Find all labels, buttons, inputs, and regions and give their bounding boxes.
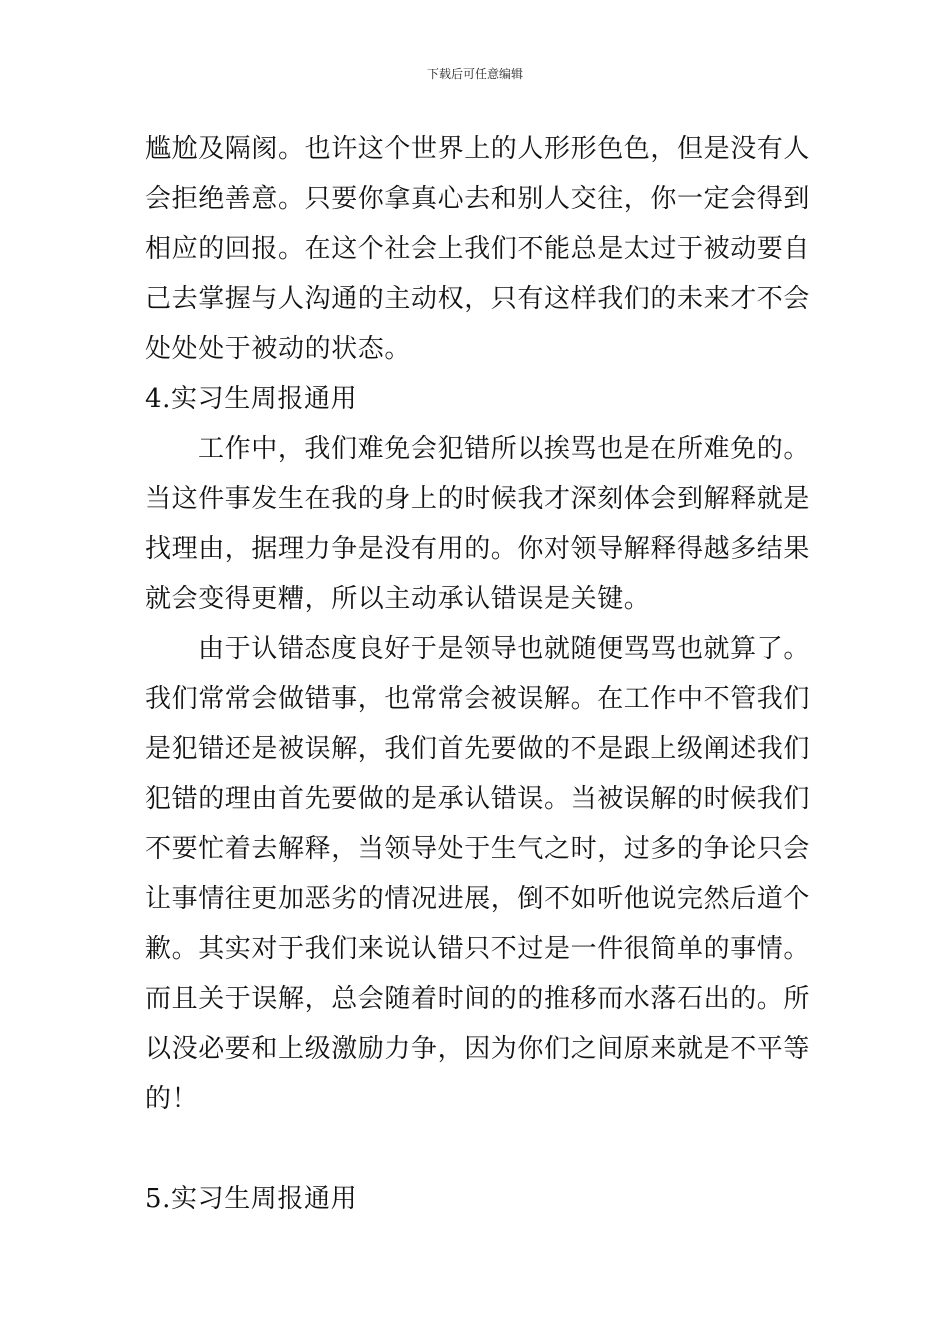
section-5-title: 5.实习生周报通用: [145, 1184, 358, 1214]
page-header: 下载后可任意编辑: [426, 67, 523, 81]
document-body: [145, 124, 810, 1224]
section-4-paragraph-1: 工作中，我们难免会犯错所以挨骂也是在所难免的。当这件事发生在我的身上的时候我才深刻体会到解释就是找理由，据理力争是没有用的。你对领导解释得越多结果就会变得更糟，所以主动承认错误是关键。: [145, 434, 811, 614]
section-4-title: 4.实习生周报通用: [145, 384, 358, 414]
section-4-paragraph-2: 由于认错态度良好于是领导也就随便骂骂也就算了。我们常常会做错事，也常常会被误解。在工作中不管我们是犯错还是被误解，我们首先要做的不是跟上级阐述我们犯错的理由首先要做的是承认错误。当被误解的时候我们不要忙着去解释，当领导处于生气之时，过多的争论只会让事情往更加恶劣的情况进展，倒不如听他说完然后道个歉。其实对于我们来说认错只不过是一件很简单的事情。而且关于误解，总会随着时间的的推移而水落石出的。所以没必要和上级激励力争，因为你们之间原来就是不平等的！: [145, 634, 811, 1114]
section-spacer: [145, 1124, 810, 1174]
intro-paragraph: 尴尬及隔阂。也许这个世界上的人形形色色，但是没有人会拒绝善意。只要你拿真心去和别人交往，你一定会得到相应的回报。在这个社会上我们不能总是太过于被动要自己去掌握与人沟通的主动权，只有这样我们的未来才不会处处处于被动的状态。: [145, 134, 811, 364]
